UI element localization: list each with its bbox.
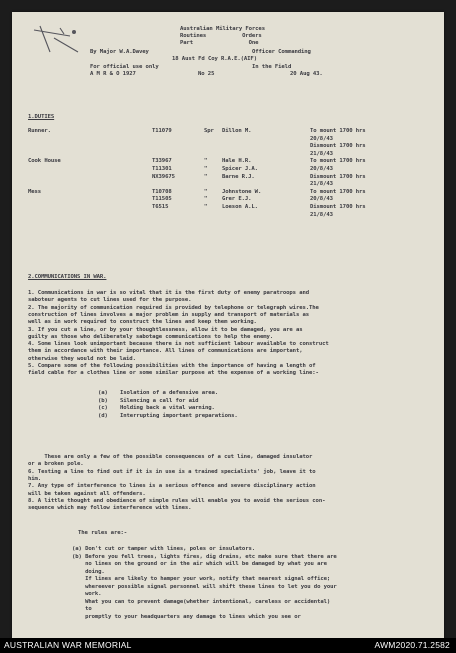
footer-right: AWM2020.71.2582 bbox=[374, 640, 450, 650]
duty-cell: Johnstone W. bbox=[222, 188, 262, 195]
header-officer: Officer Commanding bbox=[252, 49, 311, 55]
duty-cell: T33967 bbox=[152, 158, 172, 165]
duty-cell: Hale H.R. bbox=[222, 158, 252, 165]
section2-title: 2.COMMUNICATIONS IN WAR. bbox=[28, 274, 107, 280]
rule-line: to bbox=[72, 606, 92, 612]
header-line1: Australian Military Forces bbox=[180, 26, 265, 32]
duty-cell: T10708 bbox=[152, 188, 172, 195]
paragraph-line: These are only a few of the possible consequences of a cut line, damaged insulator bbox=[28, 454, 313, 460]
paragraph-line: sequence which may follow interference with lines. bbox=[28, 505, 192, 512]
paragraph-line: guilty as those who deliberately sabotage communications to help the enemy. bbox=[28, 333, 274, 340]
duty-cell: Dismount 1700 hrs bbox=[310, 173, 366, 180]
duty-cell: Spr bbox=[204, 128, 214, 134]
duty-cell: " bbox=[204, 188, 208, 195]
duty-cell: Barne R.J. bbox=[222, 173, 255, 180]
list-item: Silencing a call for aid bbox=[120, 397, 199, 404]
header-line2: Routines Orders bbox=[180, 33, 262, 39]
paragraph-line: will be taken against all offenders. bbox=[28, 490, 146, 497]
rule-line: (a) Don't cut or tamper with lines, poles or insulators. bbox=[72, 546, 255, 552]
duty-cell: To mount 1700 hrs bbox=[310, 128, 366, 134]
duty-cell: 21/8/43 bbox=[310, 211, 333, 218]
duty-cell: " bbox=[204, 158, 208, 165]
header-date: 20 Aug 43. bbox=[290, 71, 323, 77]
header-line3: Part One bbox=[180, 40, 259, 46]
duty-cell: " bbox=[204, 204, 208, 210]
duty-cell: Cook House bbox=[28, 158, 61, 165]
rule-line: whereever possible signal personnel will shift these lines to let you do your bbox=[72, 583, 337, 590]
duty-cell: To mount 1700 hrs bbox=[310, 188, 366, 195]
rules-title: The rules are:- bbox=[78, 530, 128, 536]
list-marker: (d) bbox=[98, 412, 108, 419]
paragraph-line: well as in work required to construct the lines and keep them working. bbox=[28, 319, 257, 326]
duty-cell: 20/8/43 bbox=[310, 166, 333, 172]
duty-cell: T11301 bbox=[152, 166, 172, 172]
section1-title: 1.DUTIES bbox=[28, 114, 55, 120]
duty-cell: 21/8/43 bbox=[310, 181, 333, 188]
rule-line: work. bbox=[72, 591, 102, 597]
duty-cell: NX39675 bbox=[152, 173, 175, 180]
header-official: For official use only bbox=[90, 64, 159, 70]
duty-cell: Dismount 1700 hrs bbox=[310, 204, 366, 210]
paragraph-line: 5. Compare some of the following possibilities with the importance of having a length of bbox=[28, 363, 316, 369]
rule-line: doing. bbox=[72, 568, 105, 575]
header-ref: A M R & O 1927 bbox=[90, 71, 136, 77]
list-marker: (a) bbox=[98, 390, 108, 396]
paragraph-line: 2. The majority of communication required is provided by telephone or telegraph wires.The bbox=[28, 304, 319, 311]
duty-cell: T11079 bbox=[152, 128, 172, 134]
paragraph-line: him. bbox=[28, 475, 42, 482]
header-field: In the Field bbox=[252, 64, 292, 70]
header-no: No 25 bbox=[198, 71, 215, 77]
duty-cell: Loeson A.L. bbox=[222, 204, 258, 210]
duty-cell: T11505 bbox=[152, 196, 172, 203]
rule-line: (b) Before you fell trees, lights fires, dig drains, etc make sure that there are bbox=[72, 553, 337, 560]
duty-cell: Mess bbox=[28, 188, 42, 195]
duty-cell: Runner. bbox=[28, 128, 51, 134]
duty-cell: Grer E.J. bbox=[222, 196, 252, 203]
paragraph-line: 8. A little thought and obedience of simple rules will enable you to avoid the serious con- bbox=[28, 497, 326, 504]
header-by: By Major W.A.Davey bbox=[90, 49, 149, 55]
duty-cell: 20/8/43 bbox=[310, 135, 333, 142]
rule-line: no lines on the ground or in the air which will be damaged by what you are bbox=[72, 561, 327, 567]
paragraph-line: 6. Testing a line to find out if it is in use is a trained specialists' job, leave it to bbox=[28, 468, 316, 475]
paragraph-line: saboteur agents to cut lines used for the purpose. bbox=[28, 297, 192, 304]
paragraph-line: 4. Some lines look unimportant because there is not sufficient labour available to construct bbox=[28, 341, 329, 348]
footer-left: AUSTRALIAN WAR MEMORIAL bbox=[4, 640, 132, 650]
footer-bar bbox=[0, 638, 456, 653]
paragraph-line: 1. Communications in war is so vital that it is the first duty of enemy paratroops and bbox=[28, 290, 310, 296]
paragraph-line: construction of lines involves a major problem in supply and transport of materials as bbox=[28, 311, 310, 318]
paragraph-line: 3. If you cut a line, or by your thoughtlessness, allow it to be damaged, you are as bbox=[28, 326, 303, 333]
list-item: Isolation of a defensive area. bbox=[120, 390, 219, 396]
document-page bbox=[12, 12, 444, 638]
list-item: Holding back a vital warning. bbox=[120, 405, 215, 412]
duty-cell: To mount 1700 hrs bbox=[310, 158, 366, 165]
duty-cell: 21/8/43 bbox=[310, 150, 333, 157]
handwritten-mark-icon bbox=[30, 22, 88, 58]
duty-cell: " bbox=[204, 173, 208, 180]
list-marker: (c) bbox=[98, 405, 108, 412]
list-item: Interrupting important preparations. bbox=[120, 412, 238, 419]
list-marker: (b) bbox=[98, 397, 108, 404]
duty-cell: T6515 bbox=[152, 204, 169, 210]
paragraph-line: field cable for a clothes line or some similar purpose at the expense of a working line:- bbox=[28, 370, 319, 377]
paragraph-line: otherwise they would not be laid. bbox=[28, 355, 136, 362]
rule-line: promptly to your headquarters any damage to lines which you see or bbox=[72, 613, 301, 620]
duty-cell: Dismount 1700 hrs bbox=[310, 143, 366, 150]
paragraph-line: or a broken pole. bbox=[28, 461, 84, 468]
rule-line: What you can to prevent damage(whether intentional, careless or accidental) bbox=[72, 598, 331, 605]
duty-cell: Dillon M. bbox=[222, 128, 252, 134]
header-unit: 18 Aust Fd Coy R.A.E.(AIF) bbox=[172, 56, 257, 62]
duty-cell: " bbox=[204, 166, 208, 172]
paragraph-line: them in accordance with their importance. All lines of communications are important, bbox=[28, 348, 303, 355]
duty-cell: 20/8/43 bbox=[310, 196, 333, 203]
rule-line: If lines are likely to hamper your work, notify that nearest signal office; bbox=[72, 576, 331, 582]
duty-cell: " bbox=[204, 196, 208, 203]
duty-cell: Spicer J.A. bbox=[222, 166, 258, 172]
paragraph-line: 7. Any type of interference to lines is a serious offence and severe disciplinary action bbox=[28, 483, 316, 490]
